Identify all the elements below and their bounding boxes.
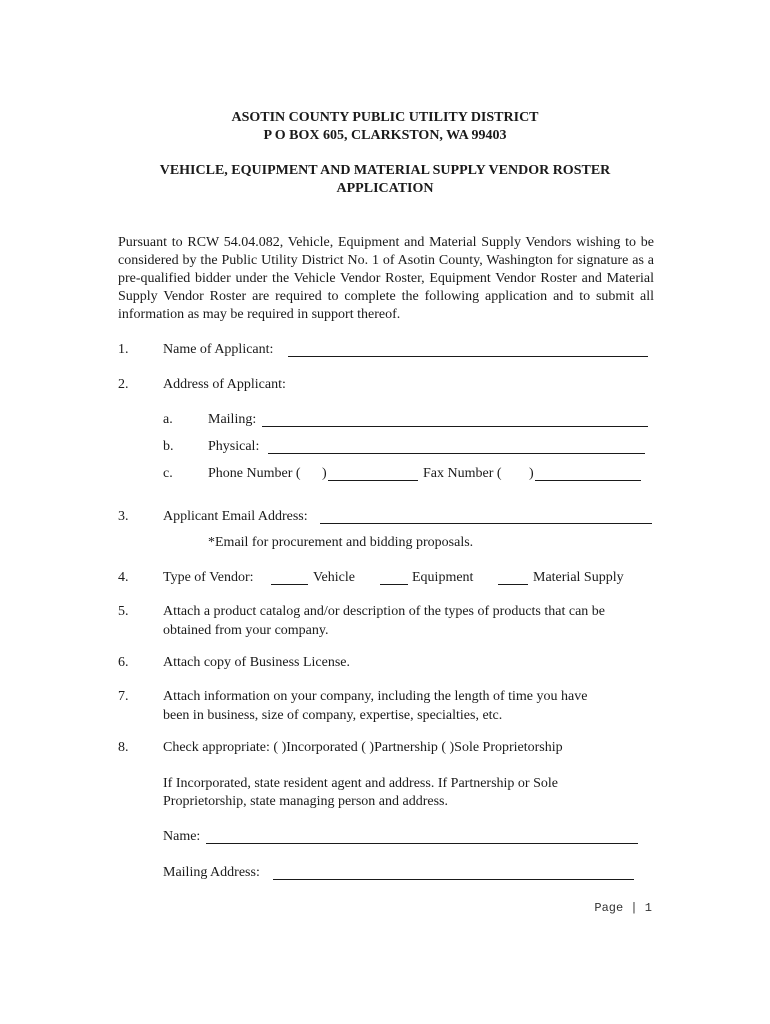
phone-paren-close: )	[322, 466, 327, 481]
district-name: ASOTIN COUNTY PUBLIC UTILITY DISTRICT	[231, 110, 539, 125]
agent-name-label: Name:	[163, 829, 201, 844]
business-type-checks[interactable]: Check appropriate: ( )Incorporated ( )Partnership ( )Sole Proprietorship	[163, 740, 563, 755]
item-6-line1: Attach copy of Business License.	[163, 655, 351, 670]
phone-number-label: Phone Number (	[208, 466, 301, 481]
item-1-number: 1.	[118, 342, 129, 357]
item-2c-letter: c.	[163, 466, 173, 481]
district-address: P O BOX 605, CLARKSTON, WA 99403	[263, 128, 507, 143]
applicant-name-label: Name of Applicant:	[163, 342, 274, 357]
physical-address-field[interactable]	[268, 439, 645, 454]
item-8-instructions-line2: Proprietorship, state managing person and address.	[163, 794, 448, 809]
fax-number-field[interactable]	[535, 466, 641, 481]
item-8-instructions-line1: If Incorporated, state resident agent and address. If Partnership or Sole	[163, 776, 558, 791]
fax-number-label: Fax Number (	[423, 466, 502, 481]
item-8-number: 8.	[118, 740, 129, 755]
vehicle-checkbox-blank[interactable]	[271, 570, 308, 585]
phone-number-field[interactable]	[328, 466, 418, 481]
item-5-line2: obtained from your company.	[163, 623, 329, 638]
fax-paren-close: )	[529, 466, 534, 481]
item-7-number: 7.	[118, 689, 129, 704]
item-4-number: 4.	[118, 570, 129, 585]
item-5-line1: Attach a product catalog and/or description of the types of products that can be	[163, 604, 606, 619]
mailing-label: Mailing:	[208, 412, 257, 427]
material-supply-checkbox-blank[interactable]	[498, 570, 528, 585]
item-6-number: 6.	[118, 655, 129, 670]
item-2a-letter: a.	[163, 412, 173, 427]
item-2-number: 2.	[118, 377, 129, 392]
agent-mailing-address-label: Mailing Address:	[163, 865, 260, 880]
item-7-line1: Attach information on your company, including the length of time you have	[163, 689, 588, 704]
form-title-line1: VEHICLE, EQUIPMENT AND MATERIAL SUPPLY VENDOR ROSTER	[159, 163, 611, 178]
email-note: *Email for procurement and bidding proposals.	[208, 535, 474, 550]
item-3-number: 3.	[118, 509, 129, 524]
page-number: Page | 1	[594, 901, 652, 915]
agent-mailing-address-field[interactable]	[273, 865, 634, 880]
material-supply-option-label: Material Supply	[533, 570, 624, 585]
item-7-line2: been in business, size of company, expertise, specialties, etc.	[163, 708, 503, 723]
email-label: Applicant Email Address:	[163, 509, 308, 524]
agent-name-field[interactable]	[206, 829, 638, 844]
form-title-line2: APPLICATION	[336, 181, 434, 196]
applicant-name-field[interactable]	[288, 342, 648, 357]
email-field[interactable]	[320, 509, 652, 524]
item-5-number: 5.	[118, 604, 129, 619]
physical-label: Physical:	[208, 439, 260, 454]
item-2b-letter: b.	[163, 439, 174, 454]
applicant-address-label: Address of Applicant:	[163, 377, 286, 392]
mailing-address-field[interactable]	[262, 412, 648, 427]
equipment-checkbox-blank[interactable]	[380, 570, 408, 585]
vehicle-option-label: Vehicle	[313, 570, 355, 585]
intro-paragraph: Pursuant to RCW 54.04.082, Vehicle, Equipment and Material Supply Vendors wishing to be considered by the Public Utility District No. 1 of Asotin County, Washington for signature as a pre-qualified bidder under the Vehicle Vendor Roster, Equipment Vendor Roster and Material Supply Vendor Roster are required to complete the following application and to submit all information as may be required in support thereof.	[118, 235, 654, 322]
equipment-option-label: Equipment	[412, 570, 474, 585]
vendor-type-label: Type of Vendor:	[163, 570, 254, 585]
